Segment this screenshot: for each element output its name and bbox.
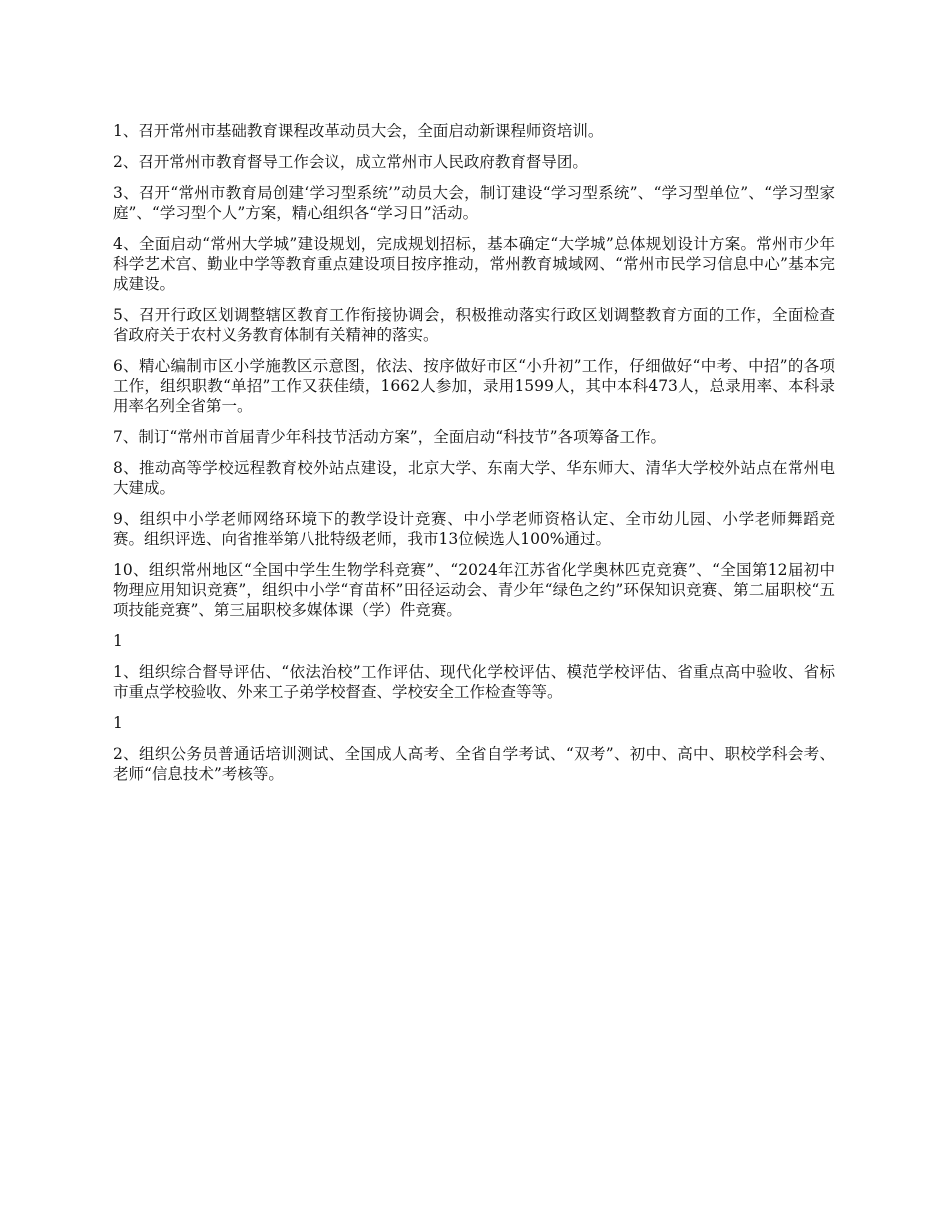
section-number-2: 1 (113, 714, 123, 732)
paragraph-8: 8、推动高等学校远程教育校外站点建设，北京大学、东南大学、华东师大、清华大学校外站点在常州电大建成。 (113, 459, 835, 497)
paragraph-10: 10、组织常州地区“全国中学生生物学科竞赛”、“2024年江苏省化学奥林匹克竞赛”、“全国第12届初中物理应用知识竞赛”，组织中小学“育苗杯”田径运动会、青少年“绿色之约”环保知识竞赛、第二届职校“五项技能竞赛”、第三届职校多媒体课（学）件竞赛。 (113, 561, 835, 619)
document-body (113, 121, 835, 795)
paragraph-9: 9、组织中小学老师网络环境下的教学设计竞赛、中小学老师资格认定、全市幼儿园、小学老师舞蹈竞赛。组织评选、向省推举第八批特级老师，我市13位候选人100%通过。 (113, 510, 835, 548)
paragraph-4: 4、全面启动“常州大学城”建设规划，完成规划招标，基本确定“大学城”总体规划设计方案。常州市少年科学艺术宫、勤业中学等教育重点建设项目按序推动，常州教育城域网、“常州市民学习信息中心”基本完成建设。 (113, 235, 835, 293)
paragraph-5: 5、召开行政区划调整辖区教育工作衔接协调会，积极推动落实行政区划调整教育方面的工作，全面检查省政府关于农村义务教育体制有关精神的落实。 (113, 306, 835, 344)
paragraph-1: 1、召开常州市基础教育课程改革动员大会，全面启动新课程师资培训。 (113, 122, 604, 140)
paragraph-7: 7、制订“常州市首届青少年科技节活动方案”，全面启动“科技节”各项筹备工作。 (113, 428, 667, 446)
section-number-1: 1 (113, 632, 123, 650)
paragraph-12: 2、组织公务员普通话培训测试、全国成人高考、全省自学考试、“双考”、初中、高中、职校学科会考、老师“信息技术”考核等。 (113, 745, 835, 783)
paragraph-2: 2、召开常州市教育督导工作会议，成立常州市人民政府教育督导团。 (113, 153, 588, 171)
paragraph-6: 6、精心编制市区小学施教区示意图，依法、按序做好市区“小升初”工作，仔细做好“中考、中招”的各项工作，组织职教“单招”工作又获佳绩，1662人参加，录用1599人，其中本科473人，总录用率、本科录用率名列全省第一。 (113, 357, 835, 415)
paragraph-3: 3、召开“常州市教育局创建‘学习型系统’”动员大会，制订建设“学习型系统”、“学习型单位”、“学习型家庭”、“学习型个人”方案，精心组织各“学习日”活动。 (113, 184, 835, 222)
paragraph-11: 1、组织综合督导评估、“依法治校”工作评估、现代化学校评估、模范学校评估、省重点高中验收、省标市重点学校验收、外来工子弟学校督查、学校安全工作检查等等。 (113, 663, 835, 701)
